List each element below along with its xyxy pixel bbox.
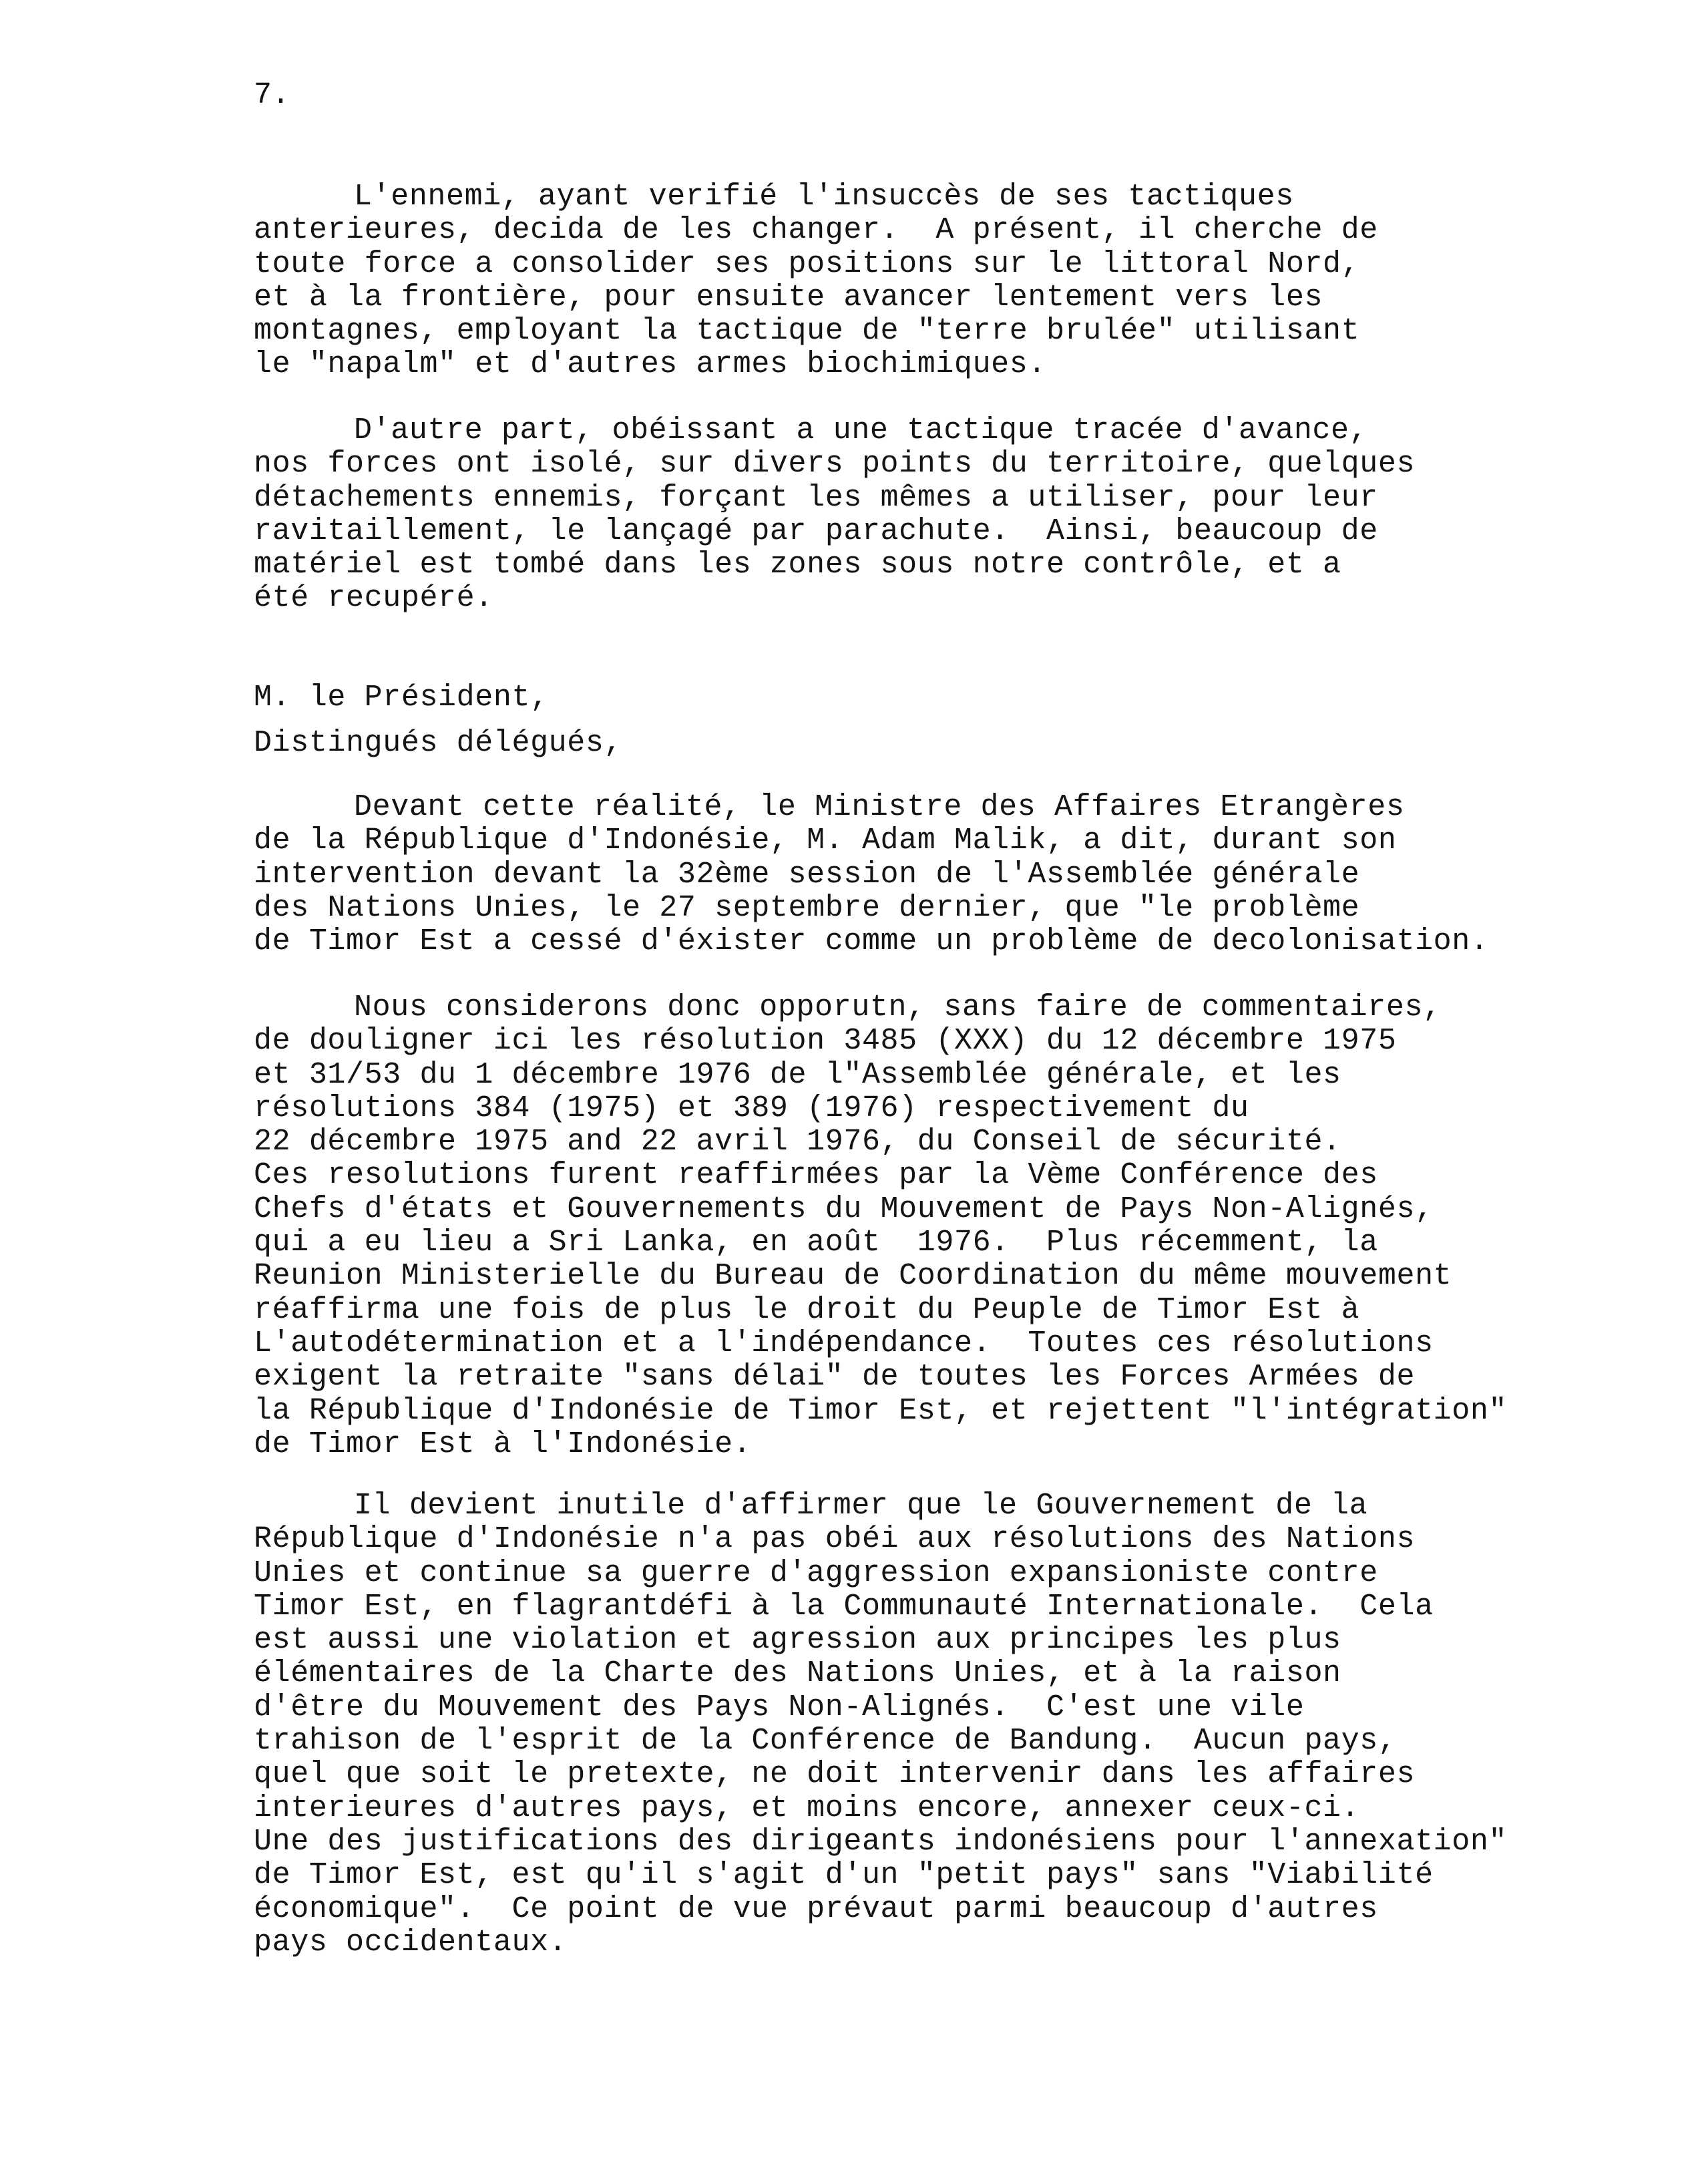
text-line: et à la frontière, pour ensuite avancer lentement vers les <box>254 280 1323 315</box>
text-line: résolutions 384 (1975) et 389 (1976) respectivement du <box>254 1091 1249 1125</box>
salutation-line: Distingués délégués, <box>254 726 623 760</box>
text-line: intervention devant la 32ème session de l'Assemblée générale <box>254 857 1360 892</box>
text-line: économique". Ce point de vue prévaut parmi beaucoup d'autres <box>254 1891 1378 1926</box>
text-line: interieures d'autres pays, et moins encore, annexer ceux-ci. <box>254 1791 1360 1825</box>
text-line: de la République d'Indonésie, M. Adam Malik, a dit, durant son <box>254 824 1397 858</box>
text-line: d'être du Mouvement des Pays Non-Alignés. C'est une vile <box>254 1690 1305 1724</box>
text-line: L'autodétermination et a l'indépendance. Toutes ces résolutions <box>254 1326 1434 1360</box>
text-line: Chefs d'états et Gouvernements du Mouvement de Pays Non-Alignés, <box>254 1192 1434 1226</box>
text-line: Nous considerons donc opporutn, sans faire de commentaires, <box>354 990 1442 1025</box>
text-line: qui a eu lieu a Sri Lanka, en août 1976. Plus récemment, la <box>254 1226 1378 1260</box>
text-line: est aussi une violation et agression aux principes les plus <box>254 1623 1341 1658</box>
text-line: exigent la retraite "sans délai" de toutes les Forces Armées de <box>254 1360 1416 1395</box>
salutation-delegates <box>254 727 1603 760</box>
text-line: quel que soit le pretexte, ne doit intervenir dans les affaires <box>254 1757 1416 1792</box>
paragraph-our-forces <box>254 414 1603 616</box>
text-line: le "napalm" et d'autres armes biochimiques. <box>254 347 1046 382</box>
text-line: pays occidentaux. <box>254 1925 568 1960</box>
text-line: Une des justifications des dirigeants indonésiens pour l'annexation" <box>254 1824 1508 1859</box>
text-line: la République d'Indonésie de Timor Est, et rejettent "l'intégration" <box>254 1393 1508 1428</box>
text-line: ravitaillement, le lançagé par parachute. Ainsi, beaucoup de <box>254 514 1378 548</box>
text-line: toute force a consolider ses positions sur le littoral Nord, <box>254 246 1360 281</box>
text-line: D'autre part, obéissant a une tactique tracée d'avance, <box>354 413 1368 447</box>
text-line: Ces resolutions furent reaffirmées par la Vème Conférence des <box>254 1158 1378 1193</box>
text-line: de Timor Est à l'Indonésie. <box>254 1427 752 1461</box>
salutation-line: M. le Président, <box>254 681 549 715</box>
text-line: détachements ennemis, forçant les mêmes a utiliser, pour leur <box>254 480 1378 515</box>
text-line: nos forces ont isolé, sur divers points du territoire, quelques <box>254 447 1416 482</box>
paragraph-malik-statement <box>254 791 1603 958</box>
text-line: été recupéré. <box>254 581 493 616</box>
page-number: 7. <box>254 78 290 112</box>
paragraph-indonesia-violation <box>254 1489 1603 1960</box>
text-line: 22 décembre 1975 and 22 avril 1976, du Conseil de sécurité. <box>254 1125 1341 1159</box>
text-line: trahison de l'esprit de la Conférence de Bandung. Aucun pays, <box>254 1724 1397 1759</box>
text-line: Timor Est, en flagrantdéfi à la Communauté Internationale. Cela <box>254 1589 1434 1624</box>
text-line: matériel est tombé dans les zones sous notre contrôle, et a <box>254 548 1341 582</box>
text-line: République d'Indonésie n'a pas obéi aux résolutions des Nations <box>254 1522 1416 1557</box>
text-line: élémentaires de la Charte des Nations Unies, et à la raison <box>254 1656 1341 1691</box>
text-line: et 31/53 du 1 décembre 1976 de l"Assemblée générale, et les <box>254 1057 1341 1092</box>
text-line: L'ennemi, ayant verifié l'insuccès de ses tactiques <box>354 180 1294 214</box>
salutation-president <box>254 681 1603 715</box>
text-line: réaffirma une fois de plus le droit du Peuple de Timor Est à <box>254 1292 1360 1327</box>
text-line: Devant cette réalité, le Ministre des Affaires Etrangères <box>354 790 1405 824</box>
text-line: Unies et continue sa guerre d'aggression expansioniste contre <box>254 1556 1378 1590</box>
text-line: de douligner ici les résolution 3485 (XXX) du 12 décembre 1975 <box>254 1024 1397 1059</box>
paragraph-un-resolutions <box>254 991 1603 1461</box>
paragraph-enemy-tactics <box>254 180 1603 382</box>
text-line: de Timor Est a cessé d'éxister comme un problème de decolonisation. <box>254 924 1489 959</box>
text-line: des Nations Unies, le 27 septembre dernier, que "le problème <box>254 890 1360 925</box>
text-line: Reunion Ministerielle du Bureau de Coordination du même mouvement <box>254 1259 1452 1294</box>
text-line: montagnes, employant la tactique de "terre brulée" utilisant <box>254 314 1360 349</box>
text-line: de Timor Est, est qu'il s'agit d'un "petit pays" sans "Viabilité <box>254 1858 1434 1893</box>
text-line: Il devient inutile d'affirmer que le Gouvernement de la <box>354 1489 1368 1523</box>
text-line: anterieures, decida de les changer. A présent, il cherche de <box>254 213 1378 248</box>
